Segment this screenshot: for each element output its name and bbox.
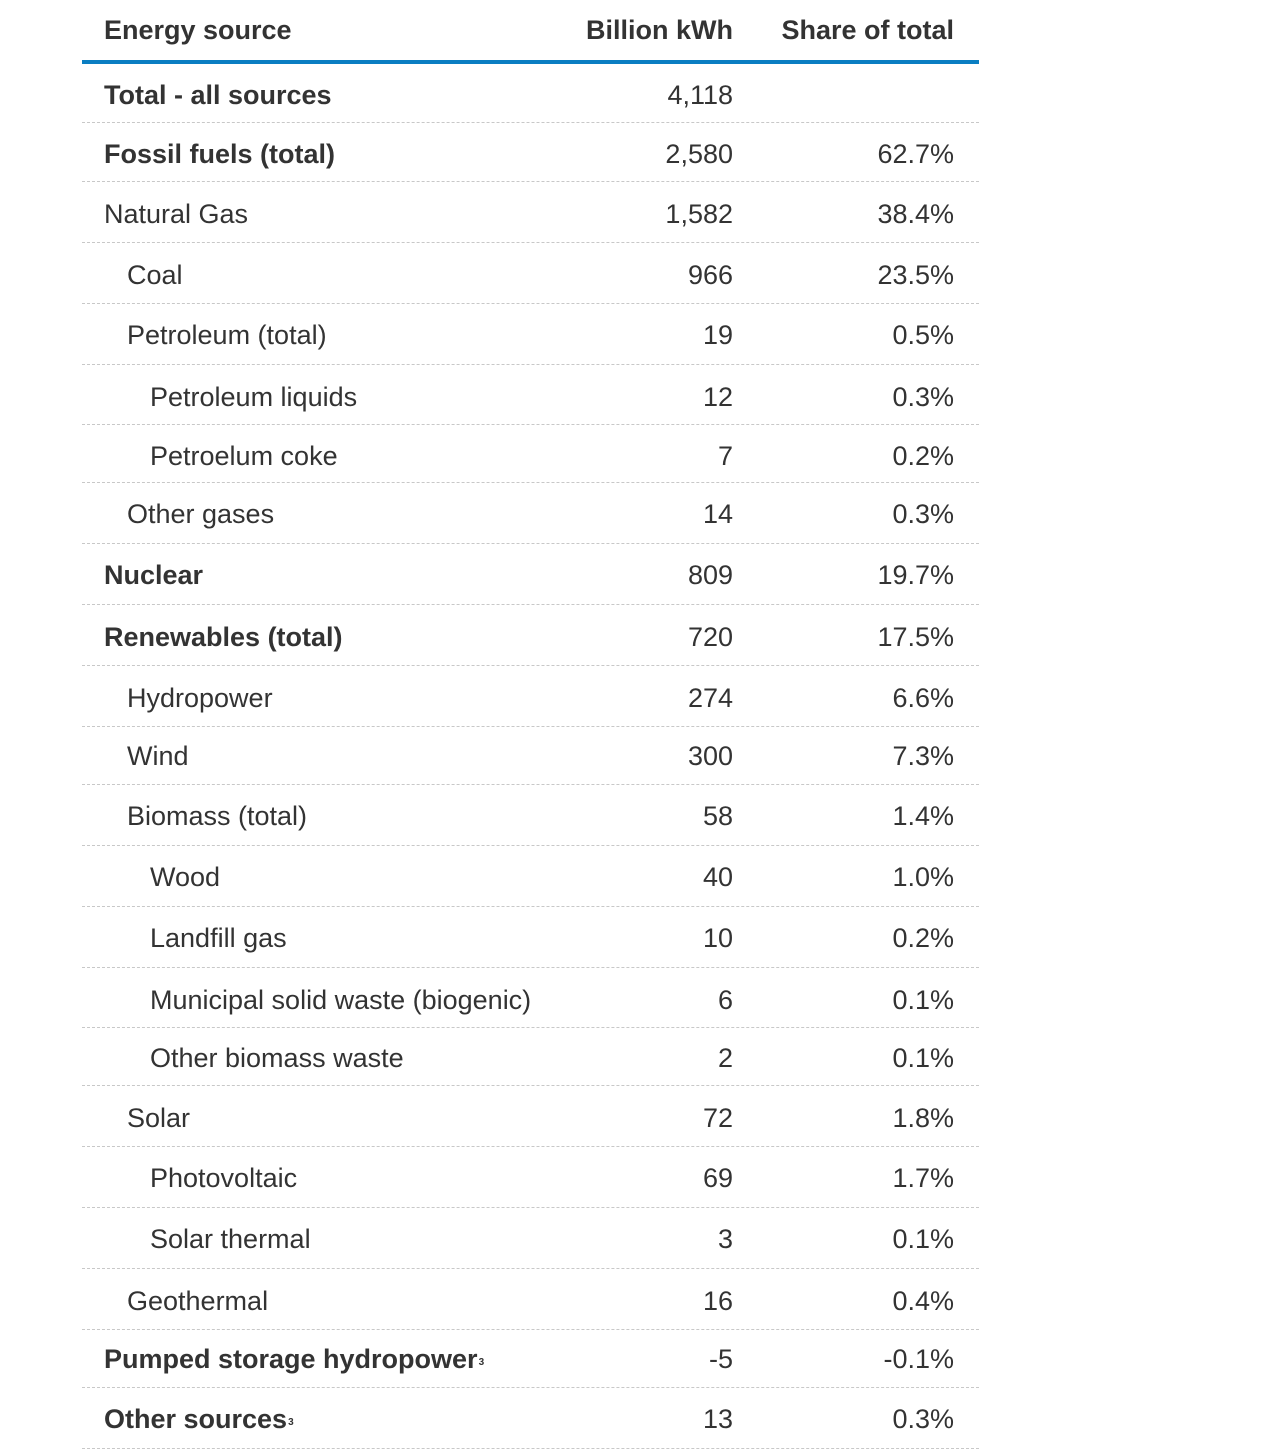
row-energy-source-label: Other sources [104, 1404, 288, 1434]
row-share-of-total: 0.3% [892, 382, 954, 412]
row-billion-kwh: 69 [702, 1163, 733, 1193]
table-row [82, 785, 979, 846]
row-share-of-total: 7.3% [892, 741, 954, 771]
row-energy-source-label: Petroleum liquids [150, 382, 358, 412]
row-energy-source [150, 439, 338, 473]
row-billion-kwh: 12 [702, 382, 733, 412]
row-energy-source-label: Solar thermal [150, 1224, 311, 1254]
row-billion-kwh: 10 [702, 923, 733, 953]
row-energy-source [104, 137, 335, 171]
table-row [82, 365, 979, 425]
row-share-of-total: 0.1% [892, 1224, 954, 1254]
row-billion-kwh: 16 [702, 1286, 733, 1316]
row-energy-source-label: Nuclear [104, 560, 204, 590]
row-billion-kwh: 19 [702, 320, 733, 350]
row-energy-source-label: Petroelum coke [150, 441, 338, 471]
row-energy-source-label: Wood [150, 862, 221, 892]
row-billion-kwh: 300 [687, 741, 733, 771]
row-billion-kwh: 6 [717, 985, 733, 1015]
row-share-of-total: 0.4% [892, 1286, 954, 1316]
row-energy-source [150, 921, 287, 955]
row-energy-source [150, 1222, 311, 1256]
row-energy-source [127, 1101, 190, 1135]
row-energy-source [150, 1161, 297, 1195]
row-share-of-total: 0.5% [892, 320, 954, 350]
row-share-of-total: -0.1% [883, 1344, 954, 1374]
row-share-of-total: 0.1% [892, 985, 954, 1015]
row-share-of-total: 19.7% [877, 560, 954, 590]
row-energy-source [104, 620, 343, 654]
row-energy-source-label: Landfill gas [150, 923, 287, 953]
row-energy-source [150, 1041, 404, 1075]
header-energy-source: Energy source [104, 15, 292, 45]
row-energy-source [104, 78, 332, 112]
table-row [82, 1269, 979, 1330]
row-energy-source [104, 197, 248, 231]
row-energy-source-label: Total - all sources [104, 80, 332, 110]
row-energy-source-label: Petroleum (total) [127, 320, 327, 350]
row-share-of-total: 62.7% [877, 139, 954, 169]
footnote-marker: 3 [478, 1357, 485, 1368]
row-billion-kwh: 7 [717, 441, 733, 471]
row-energy-source-label: Geothermal [127, 1286, 269, 1316]
table-row [82, 123, 979, 182]
row-energy-source-label: Other gases [127, 499, 275, 529]
header-billion-kwh: Billion kWh [586, 15, 733, 45]
table-row [82, 1086, 979, 1147]
row-billion-kwh: 58 [702, 801, 733, 831]
row-billion-kwh: 13 [702, 1404, 733, 1434]
row-energy-source [127, 497, 274, 531]
row-share-of-total: 0.3% [892, 499, 954, 529]
table-row [82, 605, 979, 666]
header-share-of-total: Share of total [781, 15, 954, 45]
row-share-of-total: 0.1% [892, 1043, 954, 1073]
row-energy-source [127, 258, 183, 292]
row-energy-source [104, 1402, 294, 1436]
row-billion-kwh: 274 [687, 683, 733, 713]
row-billion-kwh: 3 [717, 1224, 733, 1254]
table-row [82, 483, 979, 544]
row-share-of-total: 23.5% [877, 260, 954, 290]
row-energy-source [127, 799, 307, 833]
row-share-of-total: 0.2% [892, 441, 954, 471]
row-share-of-total: 0.2% [892, 923, 954, 953]
row-energy-source [150, 380, 357, 414]
row-energy-source [127, 318, 327, 352]
row-energy-source [150, 860, 220, 894]
row-energy-source [127, 1284, 268, 1318]
table-row [82, 1330, 979, 1388]
row-billion-kwh: 72 [702, 1103, 733, 1133]
table-row [82, 1028, 979, 1086]
table-row [82, 304, 979, 365]
row-energy-source-label: Biomass (total) [127, 801, 308, 831]
table-row [82, 425, 979, 483]
row-billion-kwh: 14 [702, 499, 733, 529]
table-row [82, 64, 979, 123]
row-energy-source-label: Other biomass waste [150, 1043, 404, 1073]
footnote-marker: 3 [288, 1417, 294, 1428]
table-row [82, 666, 979, 727]
row-energy-source-label: Fossil fuels (total) [104, 139, 336, 169]
row-share-of-total: 6.6% [892, 683, 954, 713]
row-energy-source-label: Municipal solid waste (biogenic) [150, 985, 532, 1015]
table-row [82, 968, 979, 1028]
row-billion-kwh: 2 [717, 1043, 733, 1073]
table-row [82, 1208, 979, 1269]
table-row [82, 243, 979, 304]
row-share-of-total: 17.5% [877, 622, 954, 652]
row-energy-source-label: Coal [127, 260, 183, 290]
table-body [82, 64, 979, 1449]
table-row [82, 727, 979, 785]
row-energy-source-label: Natural Gas [104, 199, 249, 229]
row-energy-source-label: Wind [127, 741, 189, 771]
row-billion-kwh: 40 [702, 862, 733, 892]
row-billion-kwh: 1,582 [665, 199, 733, 229]
energy-table [82, 0, 979, 1449]
row-share-of-total: 1.7% [892, 1163, 954, 1193]
table-row [82, 907, 979, 968]
table-row [82, 544, 979, 605]
row-share-of-total: 1.0% [892, 862, 954, 892]
row-energy-source [127, 681, 273, 715]
row-billion-kwh: 2,580 [665, 139, 733, 169]
row-energy-source-label: Photovoltaic [150, 1163, 298, 1193]
row-energy-source-label: Solar [127, 1103, 191, 1133]
row-billion-kwh: 809 [687, 560, 733, 590]
row-billion-kwh: 720 [687, 622, 733, 652]
row-energy-source-label: Renewables (total) [104, 622, 343, 652]
table-row [82, 1147, 979, 1208]
table-header [82, 0, 979, 64]
row-share-of-total: 1.8% [892, 1103, 954, 1133]
table-row [82, 182, 979, 243]
table-row [82, 1388, 979, 1449]
row-billion-kwh: 4,118 [667, 80, 733, 110]
row-billion-kwh: 966 [687, 260, 733, 290]
row-energy-source [104, 558, 203, 592]
row-energy-source [104, 1342, 484, 1376]
row-share-of-total: 38.4% [877, 199, 954, 229]
row-billion-kwh: -5 [708, 1344, 733, 1374]
row-energy-source [127, 739, 189, 773]
row-share-of-total: 0.3% [892, 1404, 954, 1434]
row-energy-source-label: Pumped storage hydropower [104, 1344, 478, 1374]
row-energy-source-label: Hydropower [127, 683, 273, 713]
row-energy-source [150, 983, 531, 1017]
table-row [82, 846, 979, 907]
row-share-of-total: 1.4% [892, 801, 954, 831]
